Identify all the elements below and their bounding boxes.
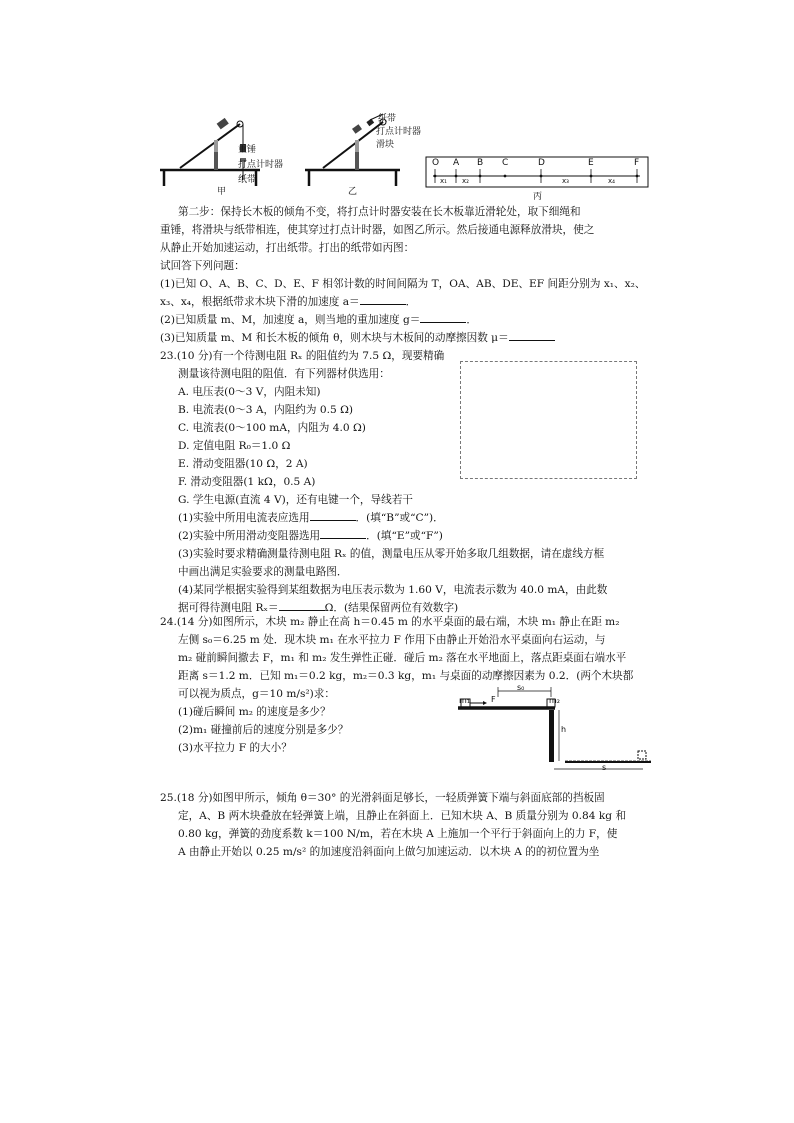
- text-line-content: m₂ 碰前瞬间撤去 F，m₁ 和 m₂ 发生弹性正碰．碰后 m₂ 落在水平地面上，落点距桌面右端水平: [178, 652, 627, 664]
- tape-point-F: F: [634, 158, 640, 168]
- q24-force-label: F: [491, 695, 496, 704]
- text-line-content: 第二步：保持长木板的倾角不变，将打点计时器安装在长木板靠近滑轮处，取下细绳和: [178, 206, 581, 218]
- text-line: [160, 257, 660, 275]
- circuit-drawing-box[interactable]: [460, 361, 637, 479]
- text-line-content: (3)实验时要求精确测量待测电阻 Rₓ 的值，测量电压从零开始多取几组数据，请在虚线方框: [178, 548, 605, 560]
- answer-blank[interactable]: [310, 510, 356, 521]
- text-line-content: (2)已知质量 m、M，加速度 a，则当地的重加速度 g＝: [160, 314, 421, 326]
- text-line-content: 测量该待测电阻的阻值．有下列器材供选用：: [178, 368, 390, 380]
- text-line-content: E. 滑动变阻器(10 Ω，2 A): [178, 458, 308, 470]
- answer-blank[interactable]: [360, 294, 406, 305]
- timer-label-jia: 打点计时器: [238, 160, 284, 170]
- text-line-tail: ．(填“E”或“F”): [366, 530, 443, 542]
- tape-label-yi: 纸带: [378, 114, 397, 124]
- block-label-yi: 滑块: [376, 140, 395, 150]
- text-line-content: (1)已知 O、A、B、C、D、E、F 相邻计数的时间间隔为 T，OA、AB、DE、EF 间距分别为 x₁、x₂、: [160, 278, 646, 290]
- tape-label-jia: 纸带: [238, 175, 257, 185]
- tape-seg-x3: x₃: [562, 177, 569, 185]
- answer-blank[interactable]: [509, 330, 555, 341]
- text-line: [160, 545, 678, 563]
- text-line: [160, 789, 660, 807]
- text-line-tail: ．: [466, 314, 477, 326]
- text-line-tail: ．: [405, 296, 417, 308]
- text-line-content: B. 电流表(0～3 A，内阻约为 0.5 Ω): [178, 404, 353, 416]
- text-line: [160, 581, 678, 599]
- text-line-content: 中画出满足实验要求的测量电路图．: [178, 566, 348, 578]
- hammer-label: 重锤: [238, 145, 257, 155]
- text-line-content: 25.(18 分)如图甲所示，倾角 θ＝30° 的光滑斜面足够长，一轻质弹簧下端与斜面底部的挡板固: [160, 792, 605, 804]
- text-line: [160, 563, 678, 581]
- text-line: [160, 509, 678, 527]
- text-line: [160, 293, 660, 311]
- text-line-tail: Ω．(结果保留两位有效数字): [324, 602, 459, 614]
- text-line-content: 0.80 kg，弹簧的劲度系数 k＝100 N/m，若在木块 A 上施加一个平行于斜面向上的力 F，使: [178, 828, 618, 840]
- q24-s0-label: s₀: [517, 683, 525, 692]
- text-line-content: F. 滑动变阻器(1 kΩ，0.5 A): [178, 476, 316, 488]
- text-line-content: (3)已知质量 m、M 和长木板的倾角 θ，则木块与木板间的动摩擦因数 μ＝: [160, 332, 509, 344]
- caption-yi: 乙: [348, 187, 358, 197]
- text-line: [160, 221, 660, 239]
- text-line-content: 重锤，将滑块与纸带相连，使其穿过打点计时器，如图乙所示。然后接通电源释放滑块，使之: [160, 224, 595, 236]
- text-line: [160, 667, 678, 685]
- q24-h-label: h: [561, 725, 567, 734]
- text-line: [160, 491, 678, 509]
- text-line-content: G. 学生电源(直流 4 V)，还有电键一个，导线若干: [178, 494, 413, 506]
- tape-point-C: C: [502, 158, 509, 168]
- text-line-content: (2)m₁ 碰撞前后的速度分别是多少？: [178, 724, 349, 736]
- text-line: [160, 613, 660, 631]
- text-line-content: 定，A、B 两木块叠放在轻弹簧上端，且静止在斜面上．已知木块 A、B 质量分别为 0.84 kg 和: [178, 810, 627, 822]
- text-line-content: C. 电流表(0～100 mA，内阻为 4.0 Ω): [178, 422, 366, 434]
- text-line-content: x₃、x₄，根据纸带求木块下滑的加速度 a＝: [160, 296, 360, 308]
- answer-blank[interactable]: [420, 312, 466, 323]
- text-line-content: 23.(10 分)有一个待测电阻 Rₓ 的阻值约为 7.5 Ω，现要精确: [160, 350, 445, 362]
- tape-seg-x4: x₄: [608, 177, 615, 185]
- text-line: [160, 843, 678, 861]
- text-line-content: 试回答下列问题：: [160, 260, 245, 272]
- text-line-content: 24.(14 分)如图所示，木块 m₂ 静止在高 h＝0.45 m 的水平桌面的最右端，木块 m₁ 静止在距 m₂: [160, 616, 620, 628]
- text-line-content: (4)某同学根据实验得到某组数据为电压表示数为 1.60 V，电流表示数为 40.0 mA，由此数: [178, 584, 608, 596]
- text-line: [160, 239, 660, 257]
- tape-seg-x2: x₂: [462, 177, 469, 185]
- text-line-content: A. 电压表(0～3 V，内阻未知): [178, 386, 321, 398]
- q24-m1-label: m₁: [459, 696, 470, 705]
- tape-point-B: B: [477, 158, 484, 168]
- tape-seg-x1: x₁: [440, 177, 447, 185]
- timer-label-yi: 打点计时器: [376, 127, 422, 137]
- text-line-content: 从静止开始加速运动，打出纸带。打出的纸带如丙图：: [160, 242, 415, 254]
- text-line-content: 据可得待测电阻 Rₓ＝: [178, 602, 279, 614]
- tape-point-O: O: [432, 158, 440, 168]
- text-line: [160, 527, 678, 545]
- caption-jia: 甲: [217, 187, 227, 197]
- text-line: [160, 649, 678, 667]
- text-line: [160, 631, 678, 649]
- tape-point-D: D: [538, 158, 545, 168]
- q24-s-label: s: [602, 763, 607, 772]
- q24-m2-label: m₂: [549, 696, 560, 705]
- text-line-content: (1)实验中所用电流表应选用: [178, 512, 310, 524]
- text-line-tail: ．(填“B”或“C”)．: [355, 512, 444, 524]
- text-line: [160, 275, 660, 293]
- text-line-content: A 由静止开始以 0.25 m/s² 的加速度沿斜面向上做匀加速运动．以木块 A 的的初位置为坐: [178, 846, 600, 858]
- text-line-content: 可以视为质点，g＝10 m/s²)求：: [178, 688, 335, 700]
- text-line-content: (2)实验中所用滑动变阻器选用: [178, 530, 321, 542]
- text-line: [160, 807, 678, 825]
- text-line: [160, 203, 678, 221]
- text-line-content: D. 定值电阻 R₀＝1.0 Ω: [178, 440, 291, 452]
- text-line: [160, 329, 660, 347]
- answer-blank[interactable]: [279, 600, 325, 611]
- text-line-content: 左侧 s₀＝6.25 m 处．现木块 m₁ 在水平拉力 F 作用下由静止开始沿水平桌面向右运动，与: [178, 634, 606, 646]
- text-line: [160, 825, 678, 843]
- text-line-content: 距离 s＝1.2 m．已知 m₁＝0.2 kg，m₂＝0.3 kg，m₁ 与桌面的动摩擦因素为 0.2．(两个木块都: [178, 670, 634, 682]
- answer-blank[interactable]: [320, 528, 366, 539]
- tape-point-E: E: [588, 158, 594, 168]
- text-line-content: (1)碰后瞬间 m₂ 的速度是多少？: [178, 706, 331, 718]
- text-line-content: (3)水平拉力 F 的大小？: [178, 742, 292, 754]
- text-line: [160, 311, 660, 329]
- caption-bing: 丙: [533, 192, 543, 202]
- tape-point-A: A: [453, 158, 460, 168]
